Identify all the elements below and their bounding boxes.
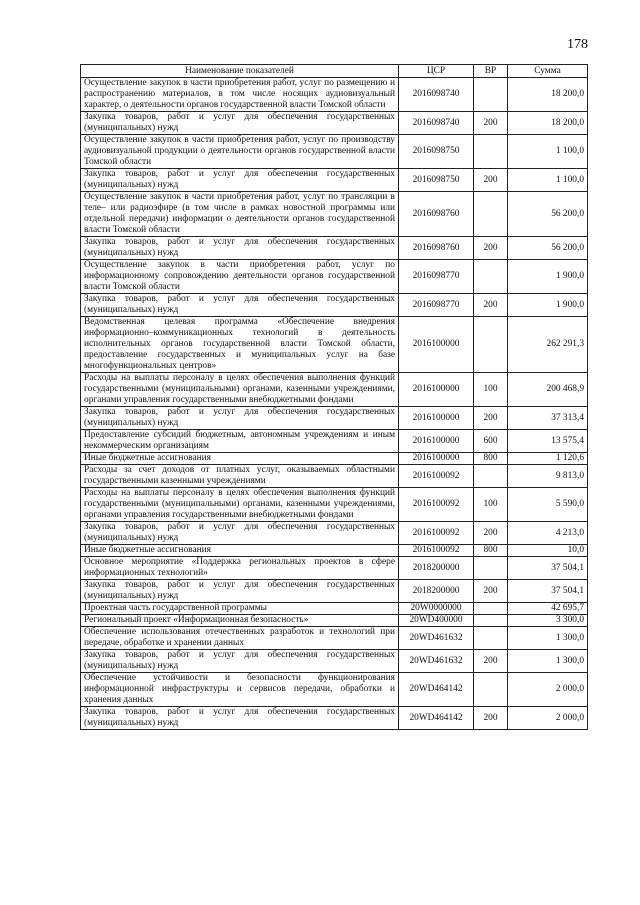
- cell-sum: 1 900,0: [508, 260, 588, 294]
- header-sum: Сумма: [508, 65, 588, 78]
- table-row: [81, 522, 588, 545]
- cell-sum: 42 695,7: [508, 603, 588, 615]
- cell-sum: 1 100,0: [508, 135, 588, 169]
- table-header: [81, 65, 588, 78]
- table-row: [81, 650, 588, 673]
- cell-name: Осуществление закупок в части приобретения работ, услуг по трансляции в теле– или радиоэфире (в том числе в рамках новостной программы или отдельной передачи) информации о деятельности органов государственной власти Томской области: [81, 192, 399, 237]
- cell-name: Иные бюджетные ассигнования: [81, 545, 399, 557]
- table-row: [81, 237, 588, 260]
- cell-csr: 2016098760: [399, 237, 474, 260]
- cell-sum: 2 000,0: [508, 673, 588, 707]
- cell-csr: 2016098750: [399, 135, 474, 169]
- cell-name: Закупка товаров, работ и услуг для обеспечения государственных (муниципальных) нужд: [81, 650, 399, 673]
- table-row: [81, 373, 588, 407]
- cell-vr: 800: [474, 545, 508, 557]
- cell-vr: 200: [474, 407, 508, 430]
- table-row: [81, 192, 588, 237]
- cell-vr: [474, 135, 508, 169]
- cell-sum: 3 300,0: [508, 615, 588, 627]
- cell-csr: 2018200000: [399, 557, 474, 580]
- cell-vr: [474, 260, 508, 294]
- cell-name: Закупка товаров, работ и услуг для обеспечения государственных (муниципальных) нужд: [81, 237, 399, 260]
- cell-sum: 1 900,0: [508, 294, 588, 317]
- cell-vr: [474, 317, 508, 373]
- cell-csr: 2018200000: [399, 580, 474, 603]
- cell-sum: 56 200,0: [508, 192, 588, 237]
- table-row: [81, 673, 588, 707]
- cell-name: Основное мероприятие «Поддержка региональных проектов в сфере информационных технологий»: [81, 557, 399, 580]
- table-row: [81, 627, 588, 650]
- table-body: [81, 78, 588, 730]
- cell-name: Закупка товаров, работ и услуг для обеспечения государственных (муниципальных) нужд: [81, 407, 399, 430]
- cell-vr: [474, 627, 508, 650]
- cell-csr: 20WD461632: [399, 627, 474, 650]
- cell-csr: 2016098740: [399, 78, 474, 112]
- cell-vr: [474, 192, 508, 237]
- cell-name: Иные бюджетные ассигнования: [81, 453, 399, 465]
- cell-name: Закупка товаров, работ и услуг для обеспечения государственных (муниципальных) нужд: [81, 169, 399, 192]
- cell-csr: 20WD400000: [399, 615, 474, 627]
- cell-name: Закупка товаров, работ и услуг для обеспечения государственных (муниципальных) нужд: [81, 112, 399, 135]
- cell-sum: 1 300,0: [508, 650, 588, 673]
- cell-name: Закупка товаров, работ и услуг для обеспечения государственных (муниципальных) нужд: [81, 522, 399, 545]
- cell-vr: [474, 615, 508, 627]
- cell-name: Обеспечение устойчивости и безопасности функционирования информационной инфраструктуры и сервисов передачи, обработки и хранения данных: [81, 673, 399, 707]
- cell-sum: 2 000,0: [508, 707, 588, 730]
- cell-csr: 2016100092: [399, 522, 474, 545]
- budget-table: [80, 64, 588, 730]
- cell-name: Расходы на выплаты персоналу в целях обеспечения выполнения функций государственными (муниципальными) органами, казенными учреждениями, органами управления государственными внебюджетными фондами: [81, 488, 399, 522]
- header-name: Наименование показателей: [81, 65, 399, 78]
- cell-vr: [474, 603, 508, 615]
- cell-sum: 37 313,4: [508, 407, 588, 430]
- table-row: [81, 407, 588, 430]
- cell-name: Осуществление закупок в части приобретения работ, услуг по производству аудиовизуальной продукции о деятельности органов государственной власти Томской области: [81, 135, 399, 169]
- cell-sum: 10,0: [508, 545, 588, 557]
- cell-csr: 20WD464142: [399, 707, 474, 730]
- cell-sum: 37 504,1: [508, 557, 588, 580]
- cell-sum: 56 200,0: [508, 237, 588, 260]
- cell-name: Осуществление закупок в части приобретения работ, услуг по размещению и распространению материалов, в том числе носящих аудиовизуальный характер, о деятельности органов государственной власти Томской области: [81, 78, 399, 112]
- cell-csr: 20W0000000: [399, 603, 474, 615]
- cell-sum: 200 468,9: [508, 373, 588, 407]
- cell-vr: 200: [474, 650, 508, 673]
- cell-csr: 2016100000: [399, 407, 474, 430]
- table-row: [81, 603, 588, 615]
- page-number: 178: [567, 37, 588, 52]
- table-row: [81, 545, 588, 557]
- cell-name: Закупка товаров, работ и услуг для обеспечения государственных (муниципальных) нужд: [81, 707, 399, 730]
- cell-csr: 2016098740: [399, 112, 474, 135]
- cell-sum: 18 200,0: [508, 78, 588, 112]
- table-row: [81, 465, 588, 488]
- table-row: [81, 580, 588, 603]
- cell-vr: 200: [474, 522, 508, 545]
- cell-vr: [474, 78, 508, 112]
- table-row: [81, 615, 588, 627]
- cell-sum: 13 575,4: [508, 430, 588, 453]
- header-vr: ВР: [474, 65, 508, 78]
- cell-sum: 262 291,3: [508, 317, 588, 373]
- cell-name: Ведомственная целевая программа «Обеспечение внедрения информационно–коммуникационных технологий в деятельность исполнительных органов государственной власти Томской области, предоставление государственных и муниципальных услуг на базе многофункциональных центров»: [81, 317, 399, 373]
- cell-sum: 37 504,1: [508, 580, 588, 603]
- cell-csr: 2016098770: [399, 294, 474, 317]
- cell-vr: 200: [474, 580, 508, 603]
- table-row: [81, 294, 588, 317]
- cell-vr: 200: [474, 707, 508, 730]
- cell-vr: 200: [474, 294, 508, 317]
- cell-vr: [474, 557, 508, 580]
- cell-csr: 2016100092: [399, 465, 474, 488]
- cell-name: Региональный проект «Информационная безопасность»: [81, 615, 399, 627]
- cell-sum: 5 590,0: [508, 488, 588, 522]
- table-row: [81, 430, 588, 453]
- cell-csr: 2016098750: [399, 169, 474, 192]
- cell-csr: 2016100000: [399, 430, 474, 453]
- cell-name: Закупка товаров, работ и услуг для обеспечения государственных (муниципальных) нужд: [81, 580, 399, 603]
- cell-name: Закупка товаров, работ и услуг для обеспечения государственных (муниципальных) нужд: [81, 294, 399, 317]
- cell-vr: 100: [474, 488, 508, 522]
- cell-sum: 9 813,0: [508, 465, 588, 488]
- cell-sum: 1 300,0: [508, 627, 588, 650]
- cell-name: Обеспечение использования отечественных разработок и технологий при передаче, обработке и хранении данных: [81, 627, 399, 650]
- cell-sum: 18 200,0: [508, 112, 588, 135]
- cell-vr: [474, 673, 508, 707]
- cell-csr: 2016100000: [399, 453, 474, 465]
- cell-sum: 1 120,6: [508, 453, 588, 465]
- cell-csr: 20WD461632: [399, 650, 474, 673]
- table-row: [81, 317, 588, 373]
- cell-vr: 800: [474, 453, 508, 465]
- cell-name: Осуществление закупок в части приобретения работ, услуг по информационному сопровождению деятельности органов государственной власти Томской области: [81, 260, 399, 294]
- cell-csr: 2016098760: [399, 192, 474, 237]
- cell-csr: 2016098770: [399, 260, 474, 294]
- header-csr: ЦСР: [399, 65, 474, 78]
- cell-csr: 2016100092: [399, 545, 474, 557]
- table-row: [81, 78, 588, 112]
- table-row: [81, 260, 588, 294]
- table-row: [81, 557, 588, 580]
- table-row: [81, 453, 588, 465]
- table-row: [81, 707, 588, 730]
- cell-vr: 600: [474, 430, 508, 453]
- cell-csr: 2016100000: [399, 317, 474, 373]
- cell-vr: 200: [474, 112, 508, 135]
- cell-sum: 4 213,0: [508, 522, 588, 545]
- cell-name: Расходы на выплаты персоналу в целях обеспечения выполнения функций государственными (муниципальными) органами, казенными учреждениями, органами управления государственными внебюджетными фондами: [81, 373, 399, 407]
- cell-csr: 2016100092: [399, 488, 474, 522]
- cell-vr: [474, 465, 508, 488]
- table-row: [81, 169, 588, 192]
- cell-csr: 2016100000: [399, 373, 474, 407]
- cell-vr: 200: [474, 237, 508, 260]
- cell-name: Проектная часть государственной программы: [81, 603, 399, 615]
- table-row: [81, 112, 588, 135]
- cell-vr: 100: [474, 373, 508, 407]
- cell-vr: 200: [474, 169, 508, 192]
- table-row: [81, 135, 588, 169]
- cell-name: Предоставление субсидий бюджетным, автономным учреждениям и иным некоммерческим организациям: [81, 430, 399, 453]
- cell-sum: 1 100,0: [508, 169, 588, 192]
- table-row: [81, 488, 588, 522]
- cell-name: Расходы за счет доходов от платных услуг, оказываемых областными государственными казенными учреждениями: [81, 465, 399, 488]
- cell-csr: 20WD464142: [399, 673, 474, 707]
